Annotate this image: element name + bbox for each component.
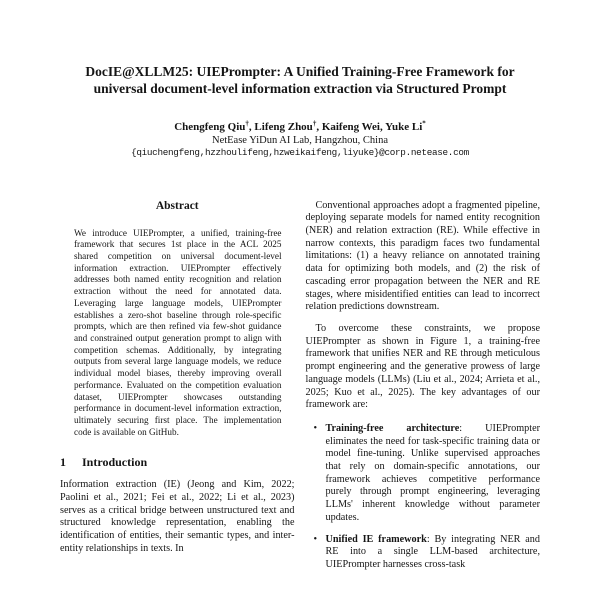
author-mark: † (312, 119, 317, 127)
section-number: 1 (60, 455, 66, 470)
two-column-body (60, 158, 540, 581)
intro-paragraph: Information extraction (IE) (Jeong and Kim, 2022; Paolini et al., 2021; Fei et al., 2022; Li et al., 2023) serves as a critical bridge between unstructured text and structured knowledge representation, enabling the identification of entities, their semantic types, and inter-entity relationships in texts. In (60, 479, 295, 554)
author: Yuke Li* (385, 119, 426, 133)
left-column (60, 200, 295, 556)
author: Chengfeng Qiu†, (174, 119, 255, 133)
bullet-text: : UIEPrompter eliminates the need for task-specific training data or model fine-tuning. Unlike supervised approaches that rely on domain-specific annotations, our framework achieves competitive performance purely through prompt engineering, leveraging LLMs' inherent knowledge without parameter updates. (325, 422, 540, 523)
author: Kaifeng Wei, (321, 120, 386, 133)
abstract-heading: Abstract (155, 199, 199, 212)
bullet-lead: Unified IE framework (325, 533, 427, 545)
list-item (326, 534, 541, 572)
paper-title (0, 0, 600, 97)
bullet-text: : By integrating NER and RE into a single LLM-based architecture, UIEPrompter harnesses cross-task (325, 533, 540, 570)
body-paragraph: To overcome these constraints, we propose UIEPrompter as shown in Figure 1, a training-free framework that unifies NER and RE through meticulous prompt engineering and the generative prowess of large language models (LLMs) (Liu et al., 2024; Arrieta et al., 2025; Kuo et al., 2025). The key advantages of our framework are: (305, 322, 540, 411)
title-line-2: universal document-level information extraction via Structured Prompt (93, 81, 507, 96)
author: Lifeng Zhou†, (254, 119, 322, 133)
section-title: Introduction (82, 455, 148, 470)
affiliation: NetEase YiDun AI Lab, Hangzhou, China (211, 134, 389, 146)
bullet-lead: Training-free architecture (325, 422, 460, 434)
body-paragraph: Conventional approaches adopt a fragmented pipeline, deploying separate models for named entity recognition (NER) and relation extraction (RE). While effective in narrow contexts, this paradigm faces two fundamental limitations: (1) a heavy reliance on annotated training data for optimizing both models, and (2) the risk of cascading error propagation between the NER and RE stages, where misidentified entities can lead to incorrect relation predictions downstream. (305, 199, 540, 313)
author-mark: * (422, 119, 426, 127)
list-item (326, 423, 541, 525)
right-column (306, 200, 541, 581)
section-heading-introduction (60, 455, 295, 470)
abstract-text: We introduce UIEPrompter, a unified, training-free framework that secures 1st place in the ACL 2025 shared competition on universal document-level information extraction. UIEPrompter effectively addresses both named entity recognition and relation extraction without the need for annotated data. Leveraging large language models, UIEPrompter establishes a zero-shot baseline through role-specific prompts, which are then refined via few-shot guidance and constrained output generation prompt to align with competition schemas. Additionally, by integrating outputs from several large language models, we reduce individual model biases, thereby improving overall performance. Evaluated on the competition evaluation dataset, UIEPrompter showcases outstanding performance in document-level information extraction, ultimately securing first place. The implementation code is available on GitHub. (74, 227, 282, 437)
title-line-1: DocIE@XLLM25: UIEPrompter: A Unified Training-Free Framework for (85, 64, 515, 79)
advantages-list (306, 423, 541, 572)
email-line: {qiuchengfeng,hzzhoulifeng,hzweikaifeng,liyuke}@corp.netease.com (131, 146, 469, 158)
author-line (0, 119, 600, 133)
author-mark: † (245, 119, 249, 127)
